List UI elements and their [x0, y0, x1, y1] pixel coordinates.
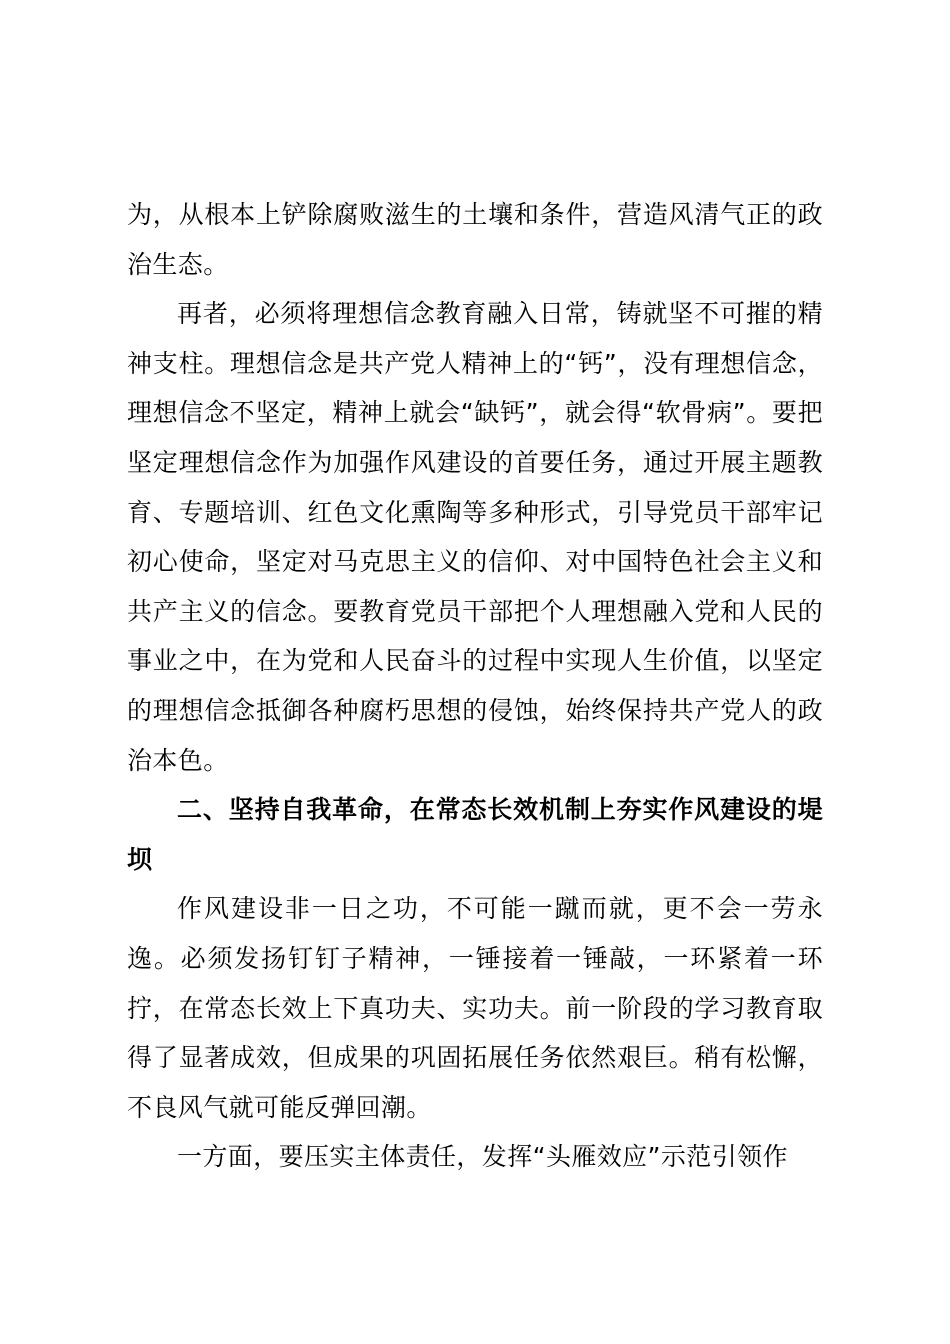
document-body: [127, 190, 823, 1182]
section-heading-two: 二、坚持自我革命，在常态长效机制上夯实作风建设的堤坝: [127, 795, 823, 874]
paragraph-ideals-beliefs: 再者，必须将理想信念教育融入日常，铸就坚不可摧的精神支柱。理想信念是共产党人精神上的“钙”，没有理想信念，理想信念不坚定，精神上就会“缺钙”，就会得“软骨病”。要把坚定理想信念作为加强作风建设的首要任务，通过开展主题教育、专题培训、红色文化熏陶等多种形式，引导党员干部牢记初心使命，坚定对马克思主义的信仰、对中国特色社会主义和共产主义的信念。要教育党员干部把个人理想融入党和人民的事业之中，在为党和人民奋斗的过程中实现人生价值，以坚定的理想信念抵御各种腐朽思想的侵蚀，始终保持共产党人的政治本色。: [127, 299, 823, 775]
paragraph-continuation: 为，从根本上铲除腐败滋生的土壤和条件，营造风清气正的政治生态。: [127, 200, 823, 279]
paragraph-main-responsibility: 一方面，要压实主体责任，发挥“头雁效应”示范引领作: [177, 1142, 788, 1172]
paragraph-long-term-mechanism: 作风建设非一日之功，不可能一蹴而就，更不会一劳永逸。必须发扬钉钉子精神，一锤接着一锤敲，一环紧着一环拧，在常态长效上下真功夫、实功夫。前一阶段的学习教育取得了显著成效，但成果的巩固拓展任务依然艰巨。稍有松懈，不良风气就可能反弹回潮。: [127, 894, 823, 1122]
